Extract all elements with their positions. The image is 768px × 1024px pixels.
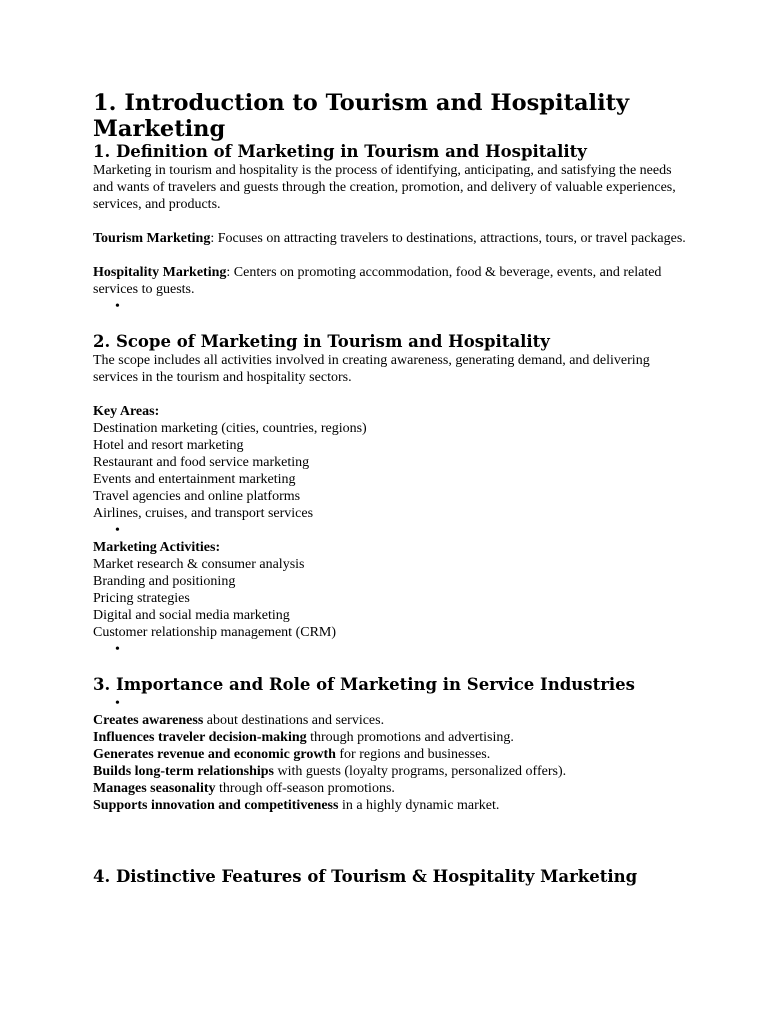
section-4-heading: 4. Distinctive Features of Tourism & Hospitality Marketing [93, 867, 638, 886]
hospitality-marketing-paragraph [93, 264, 693, 298]
importance-point: Creates awareness about destinations and services. [93, 713, 385, 728]
section-3-heading: 3. Importance and Role of Marketing in Service Industries [93, 675, 635, 694]
marketing-activities-label: Marketing Activities: [93, 540, 221, 555]
empty-bullet [93, 298, 693, 315]
key-areas-label: Key Areas: [93, 404, 160, 419]
hospitality-marketing-desc: : Centers on promoting accommodation, food & beverage, events, and related services to guests. [93, 265, 662, 297]
hospitality-marketing-term: Hospitality Marketing [93, 265, 227, 280]
tourism-marketing-paragraph [93, 230, 693, 247]
empty-bullet [93, 522, 693, 539]
key-area-item: Destination marketing (cities, countries, regions) [93, 421, 367, 436]
key-area-item: Events and entertainment marketing [93, 472, 296, 487]
importance-point: Generates revenue and economic growth for regions and businesses. [93, 747, 491, 762]
document-title: 1. Introduction to Tourism and Hospitality Marketing [93, 90, 630, 142]
key-area-item: Airlines, cruises, and transport services [93, 506, 314, 521]
section-2-intro: The scope includes all activities involved in creating awareness, generating demand, and delivering services in the tourism and hospitality sectors. [93, 353, 650, 385]
marketing-activity-item: Digital and social media marketing [93, 608, 290, 623]
document-content [93, 90, 693, 887]
importance-point: Manages seasonality through off-season promotions. [93, 781, 395, 796]
key-area-item: Travel agencies and online platforms [93, 489, 301, 504]
marketing-activity-item: Branding and positioning [93, 574, 236, 589]
key-area-item: Hotel and resort marketing [93, 438, 244, 453]
importance-point: Supports innovation and competitiveness in a highly dynamic market. [93, 798, 500, 813]
section-1-intro: Marketing in tourism and hospitality is the process of identifying, anticipating, and satisfying the needs and wants of travelers and guests through the creation, promotion, and delivery of valuable experiences, services, and products. [93, 163, 676, 212]
marketing-activity-item: Customer relationship management (CRM) [93, 625, 337, 640]
importance-point: Builds long-term relationships with guests (loyalty programs, personalized offers). [93, 764, 567, 779]
tourism-marketing-term: Tourism Marketing [93, 231, 211, 246]
key-area-item: Restaurant and food service marketing [93, 455, 310, 470]
empty-bullet [93, 695, 693, 712]
section-2-heading: 2. Scope of Marketing in Tourism and Hospitality [93, 332, 550, 351]
empty-bullet [93, 641, 693, 658]
tourism-marketing-desc: : Focuses on attracting travelers to destinations, attractions, tours, or travel packages. [210, 231, 686, 246]
section-1-heading: 1. Definition of Marketing in Tourism and Hospitality [93, 142, 587, 161]
marketing-activity-item: Pricing strategies [93, 591, 190, 606]
importance-point: Influences traveler decision-making through promotions and advertising. [93, 730, 514, 745]
marketing-activity-item: Market research & consumer analysis [93, 557, 305, 572]
